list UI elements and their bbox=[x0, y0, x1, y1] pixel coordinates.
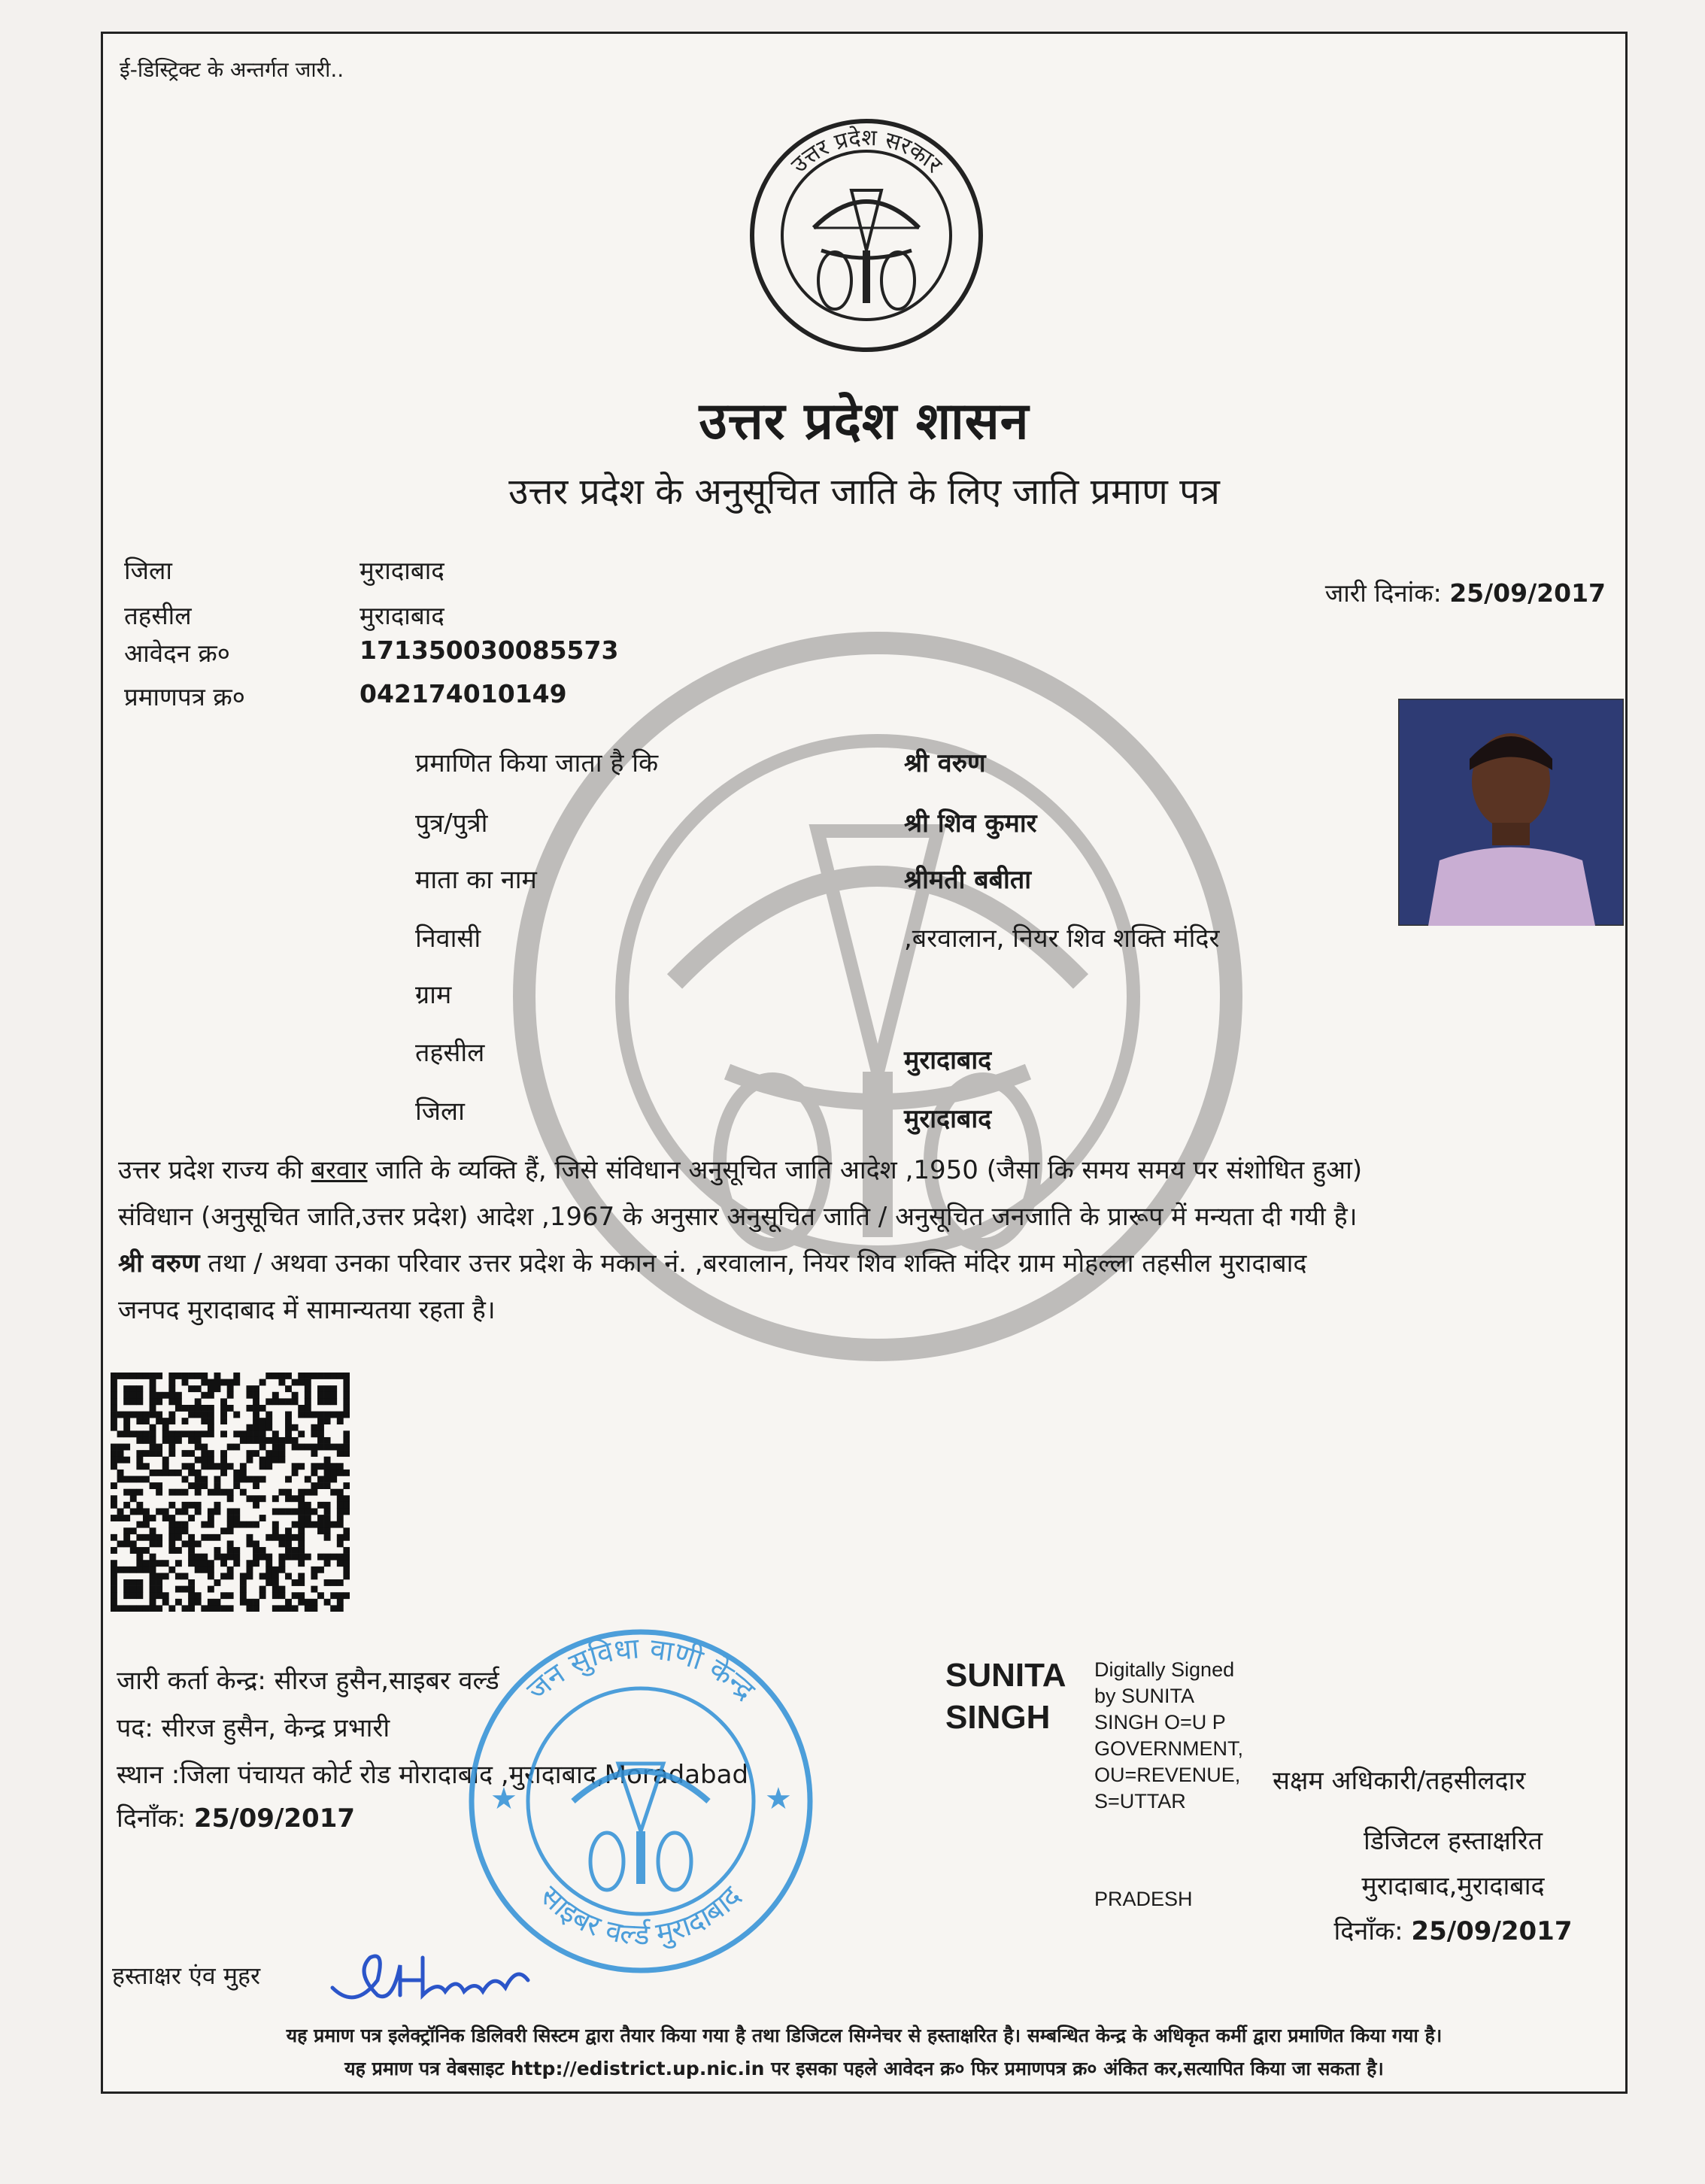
issuer-date bbox=[117, 1800, 355, 1834]
statement-text: तथा / अथवा उनका परिवार उत्तर प्रदेश के मकान नं. ,बरवालान, नियर शिव शक्ति मंदिर ग्राम मोहल्ला तहसील मुरादाबाद bbox=[199, 1248, 1307, 1279]
certificate-label: प्रमाणपत्र क्र० bbox=[124, 682, 245, 711]
issue-date-label: जारी दिनांक: bbox=[1324, 578, 1442, 608]
digitally-signed-label: डिजिटल हस्ताक्षरित bbox=[1364, 1826, 1543, 1856]
detail-value-mother: श्रीमती बबीता bbox=[904, 865, 1032, 895]
detail-label-village: ग्राम bbox=[415, 980, 452, 1010]
statement-line-4: जनपद मुरादाबाद में सामान्यतया रहता है। bbox=[118, 1295, 496, 1325]
tehsil-value: मुरादाबाद bbox=[360, 601, 444, 630]
district-label: जिला bbox=[124, 556, 172, 585]
detail-label-mother: माता का नाम bbox=[415, 865, 537, 895]
officer-title: सक्षम अधिकारी/तहसीलदार bbox=[1273, 1766, 1526, 1796]
statement-person-name: श्री वरुण bbox=[118, 1248, 200, 1279]
certificate-statement bbox=[118, 1147, 1615, 1333]
tehsil-label: तहसील bbox=[124, 601, 192, 630]
detail-label-parent: पुत्र/पुत्री bbox=[415, 808, 488, 839]
certificate-document bbox=[101, 32, 1628, 2094]
signer-name-line-2: SINGH bbox=[945, 1699, 1051, 1736]
digital-signer-name bbox=[945, 1655, 1066, 1739]
application-number: 171350030085573 bbox=[360, 635, 619, 665]
issuer-post: पद: सीरज हुसैन, केन्द्र प्रभारी bbox=[117, 1713, 390, 1743]
issuing-center: जारी कर्ता केन्द्र: सीरज हुसैन,साइबर वर्ल्ड bbox=[117, 1666, 499, 1696]
officer-date-value: 25/09/2017 bbox=[1411, 1916, 1573, 1946]
detail-label-district: जिला bbox=[415, 1097, 465, 1127]
digital-signature-line: SINGH O=U P bbox=[1094, 1711, 1226, 1734]
certificate-number: 042174010149 bbox=[360, 679, 567, 708]
signature-seal-label: हस्ताक्षर एंव मुहर bbox=[112, 1961, 261, 1990]
up-government-emblem-icon bbox=[746, 115, 987, 356]
svg-text:★: ★ bbox=[765, 1782, 792, 1816]
issue-date bbox=[1325, 575, 1606, 609]
detail-label-resident: निवासी bbox=[415, 924, 481, 954]
footer-line-1: यह प्रमाण पत्र इलेक्ट्रॉनिक डिलिवरी सिस्टम द्वारा तैयार किया गया है तथा डिजिटल सिग्नेचर से हस्ताक्षरित है। सम्बन्धित केन्द्र के अधिकृत कर्मी द्वारा प्रमाणित किया गया है। bbox=[286, 2025, 1443, 2046]
statement-line-1 bbox=[118, 1147, 1615, 1194]
digital-signature-line: OU=REVENUE, bbox=[1094, 1764, 1241, 1786]
statement-line-3 bbox=[118, 1240, 1615, 1287]
officer-date-label: दिनाँक: bbox=[1333, 1916, 1403, 1946]
application-label: आवेदन क्र० bbox=[124, 639, 230, 668]
digital-signature-state: PRADESH bbox=[1094, 1888, 1193, 1910]
svg-text:जन सुविधा वाणी केन्द्र bbox=[520, 1631, 763, 1707]
issuer-date-label: दिनाँक: bbox=[117, 1803, 187, 1834]
signer-name-line-1: SUNITA bbox=[945, 1657, 1066, 1694]
qr-code bbox=[111, 1373, 350, 1612]
detail-value-father: श्री शिव कुमार bbox=[904, 808, 1037, 839]
statement-line-2: संविधान (अनुसूचित जाति,उत्तर प्रदेश) आदेश ,1967 के अनुसार अनुसूचित जाति / अनुसूचित जनजाति के प्रारूप में मन्यता दी गयी है। bbox=[118, 1202, 1358, 1232]
statement-text: जाति के व्यक्ति हैं, जिसे संविधान अनुसूचित जाति आदेश ,1950 (जैसा कि समय समय पर संशोधित हुआ) bbox=[367, 1155, 1363, 1185]
digital-signature-line: by SUNITA bbox=[1094, 1685, 1195, 1707]
footer-line-2: यह प्रमाण पत्र वेबसाइट http://edistrict.up.nic.in पर इसका पहले आवेदन क्र० फिर प्रमाणपत्र क्र० अंकित कर,सत्यापित किया जा सकता है। bbox=[344, 2058, 1384, 2079]
officer-date bbox=[1291, 1913, 1615, 1947]
handwritten-signature bbox=[325, 1935, 535, 2018]
caste-name: बरवार bbox=[311, 1155, 368, 1185]
digital-signature-line: S=UTTAR bbox=[1094, 1790, 1186, 1812]
footer-note bbox=[103, 2019, 1625, 2085]
statement-text: उत्तर प्रदेश राज्य की bbox=[118, 1155, 311, 1185]
document-title: उत्तर प्रदेश शासन bbox=[699, 392, 1030, 451]
svg-text:उत्तर प्रदेश सरकार: उत्तर प्रदेश सरकार bbox=[786, 124, 948, 179]
detail-value-tehsil: मुरादाबाद bbox=[904, 1045, 992, 1075]
document-subtitle: उत्तर प्रदेश के अनुसूचित जाति के लिए जाति प्रमाण पत्र bbox=[508, 471, 1220, 513]
center-seal-stamp bbox=[460, 1621, 821, 1982]
applicant-photo bbox=[1398, 699, 1624, 926]
issue-date-value: 25/09/2017 bbox=[1449, 578, 1606, 608]
svg-text:★: ★ bbox=[490, 1782, 517, 1816]
digital-signature-line: GOVERNMENT, bbox=[1094, 1737, 1244, 1760]
stamp-text-top: जन सुविधा वाणी केन्द्र bbox=[520, 1631, 762, 1707]
district-value: मुरादाबाद bbox=[360, 556, 444, 585]
header-note: ई-डिस्ट्रिक्ट के अन्तर्गत जारी.. bbox=[120, 57, 344, 82]
detail-label-tehsil: तहसील bbox=[415, 1038, 485, 1068]
digital-signature-line: Digitally Signed bbox=[1094, 1658, 1235, 1681]
detail-value-address: ,बरवालान, नियर शिव शक्ति मंदिर bbox=[904, 924, 1220, 954]
detail-value-name: श्री वरुण bbox=[904, 748, 986, 778]
officer-place: मुरादाबाद,मुरादाबाद bbox=[1361, 1871, 1545, 1901]
detail-value-district: मुरादाबाद bbox=[904, 1104, 992, 1134]
digital-signature-details bbox=[1094, 1657, 1256, 1815]
stamp-text-bottom: साइबर वर्ल्ड मुरादाबाद bbox=[533, 1879, 748, 1952]
issuer-place: स्थान :जिला पंचायत कोर्ट रोड मोरादाबाद ,मुरादाबाद,Moradabad bbox=[117, 1760, 749, 1790]
issuer-date-value: 25/09/2017 bbox=[193, 1803, 356, 1834]
detail-label-certified: प्रमाणित किया जाता है कि bbox=[415, 748, 659, 778]
